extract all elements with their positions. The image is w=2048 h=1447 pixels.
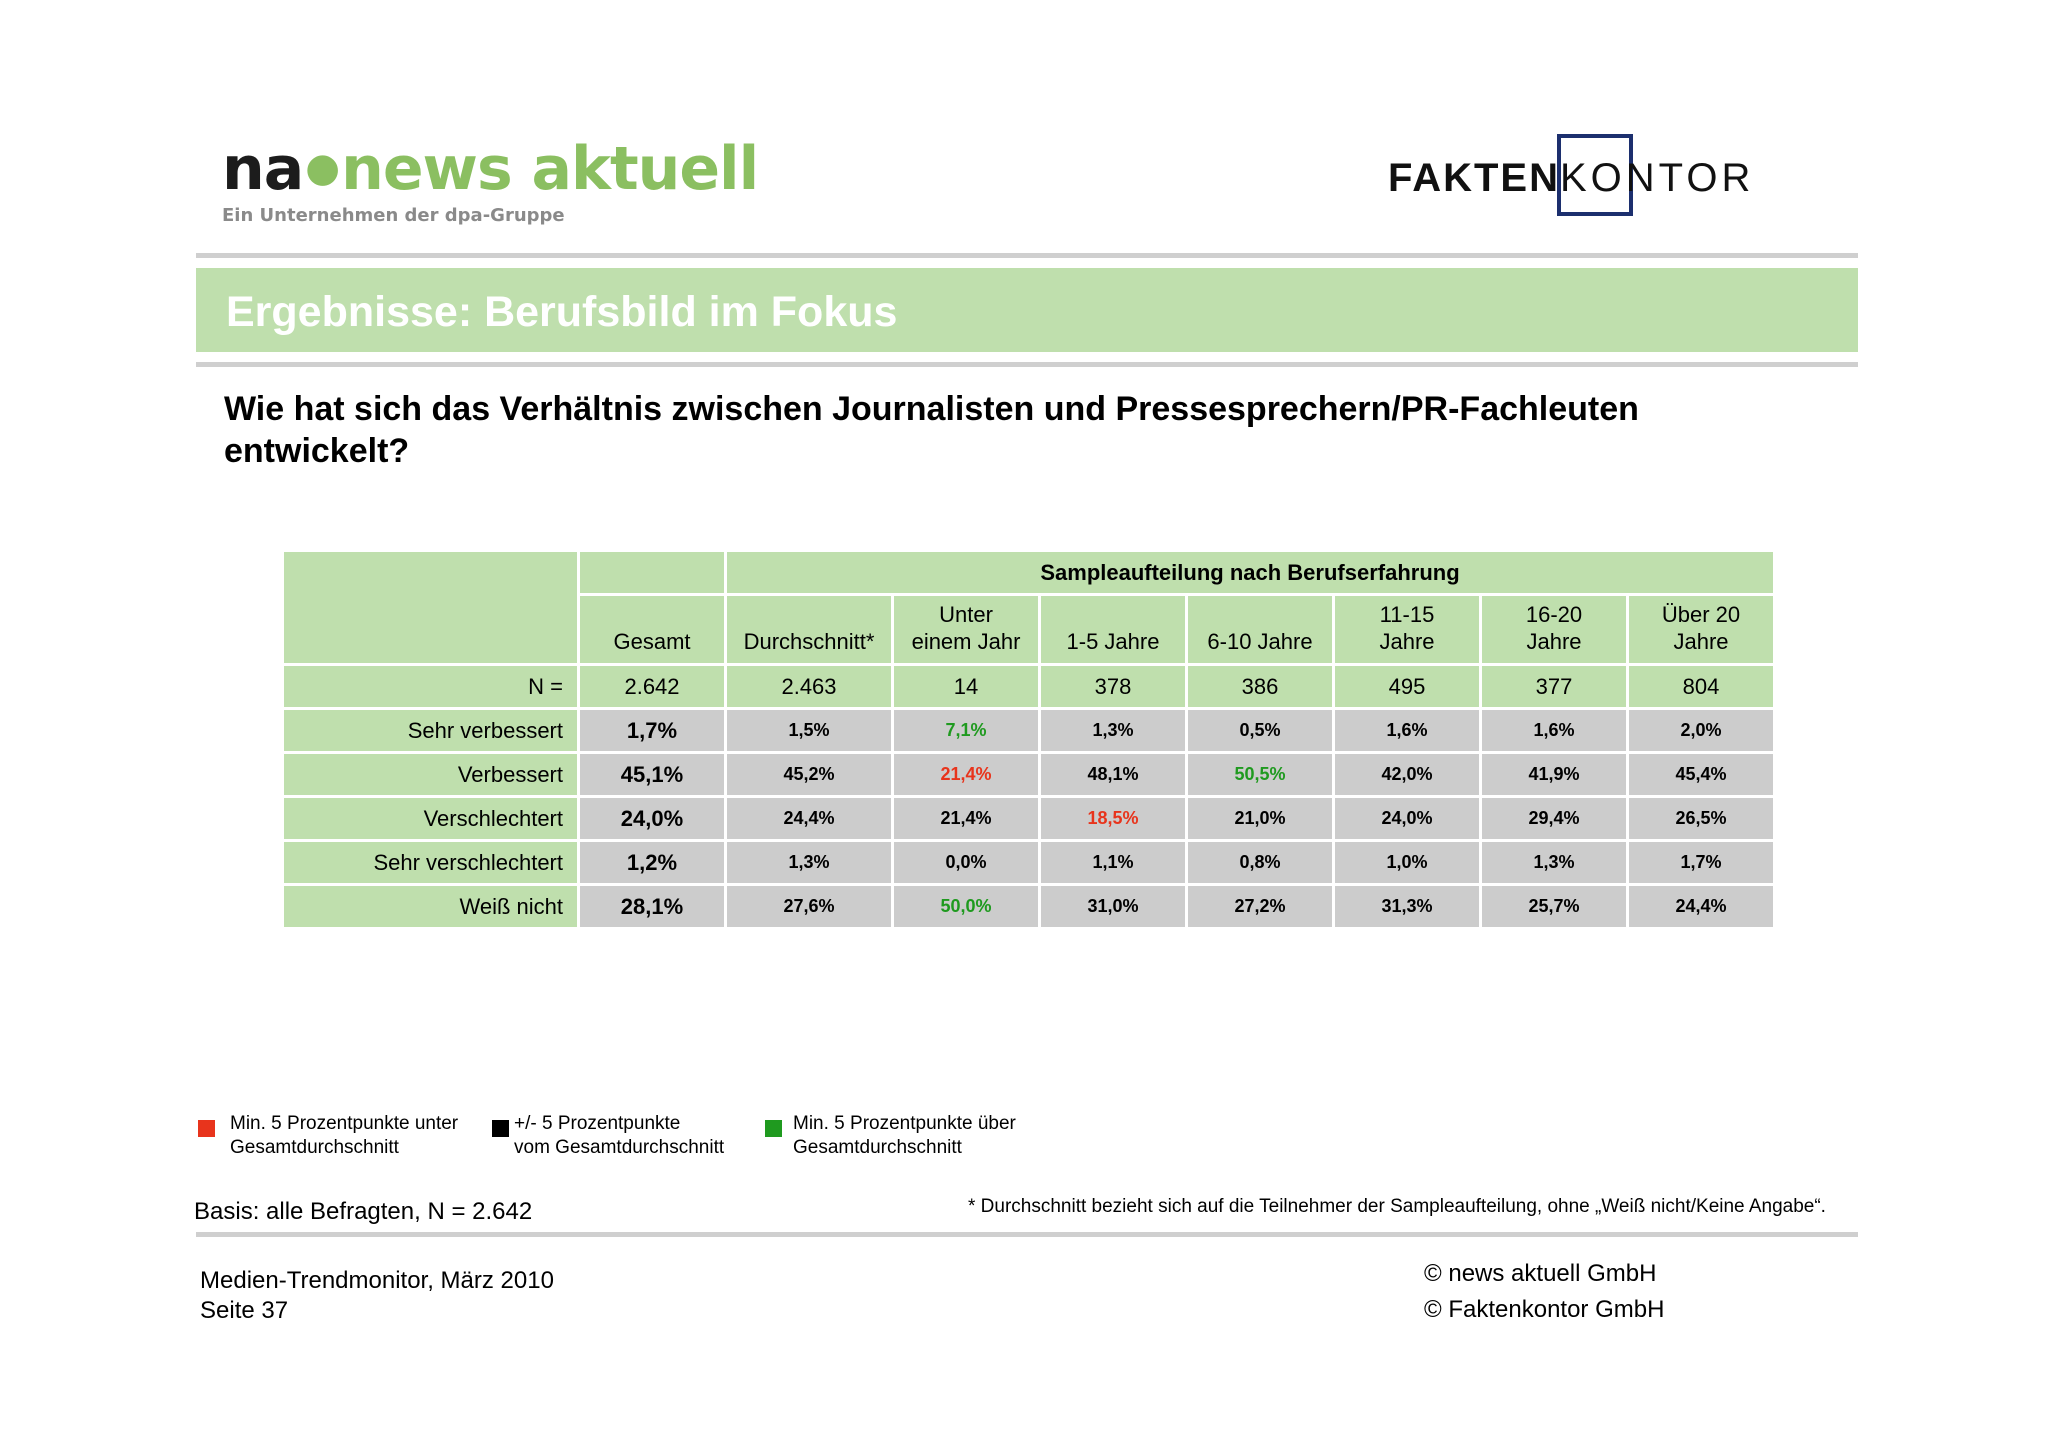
legend-text: vom Gesamtdurchschnitt — [514, 1137, 725, 1158]
column-header: 1-5 Jahre — [1041, 596, 1188, 666]
value-cell: 21,0% — [1188, 798, 1335, 842]
n-value: 2.642 — [580, 666, 727, 710]
table-row — [284, 754, 1776, 798]
value-cell: 26,5% — [1629, 798, 1776, 842]
publication-name: Medien-Trendmonitor, März 2010 — [200, 1267, 554, 1294]
question-heading: Wie hat sich das Verhältnis zwischen Journalisten und Pressesprechern/PR-Fachleuten entwickelt? — [224, 390, 1639, 470]
table-row — [284, 886, 1776, 930]
value-cell: 1,7% — [1629, 842, 1776, 886]
table-corner-cell — [284, 552, 580, 666]
value-cell: 24,0% — [1335, 798, 1482, 842]
row-label: Sehr verbessert — [284, 710, 580, 754]
n-value: 386 — [1188, 666, 1335, 710]
footer-copyright — [1424, 1256, 1664, 1328]
black-square-icon — [492, 1120, 509, 1137]
value-cell: 18,5% — [1041, 798, 1188, 842]
column-header: 16-20 Jahre — [1482, 596, 1629, 666]
table-row — [284, 666, 1776, 710]
column-header: 11-15 Jahre — [1335, 596, 1482, 666]
top-divider — [196, 253, 1858, 258]
value-cell: 42,0% — [1335, 754, 1482, 798]
na-logo-tagline: Ein Unternehmen der dpa-Gruppe — [222, 205, 565, 226]
total-value-cell: 24,0% — [580, 798, 727, 842]
value-cell: 31,3% — [1335, 886, 1482, 930]
value-cell: 1,3% — [727, 842, 894, 886]
fk-bold-text: FAKTEN — [1388, 156, 1560, 200]
legend-text: Gesamtdurchschnitt — [793, 1137, 962, 1158]
value-cell: 7,1% — [894, 710, 1041, 754]
red-square-icon — [198, 1120, 215, 1137]
total-value-cell: 45,1% — [580, 754, 727, 798]
n-value: 14 — [894, 666, 1041, 710]
n-value: 2.463 — [727, 666, 894, 710]
value-cell: 25,7% — [1482, 886, 1629, 930]
copyright-line: © news aktuell GmbH — [1424, 1260, 1657, 1287]
faktenkontor-wordmark — [1388, 156, 1754, 201]
group-header: Sampleaufteilung nach Berufserfahrung — [727, 552, 1776, 596]
footer-divider — [196, 1232, 1858, 1237]
page-title: Ergebnisse: Berufsbild im Fokus — [226, 288, 898, 336]
basis-text: Basis: alle Befragten, N = 2.642 — [194, 1198, 533, 1225]
total-value-cell: 1,2% — [580, 842, 727, 886]
row-label: Sehr verschlechtert — [284, 842, 580, 886]
copyright-line: © Faktenkontor GmbH — [1424, 1296, 1665, 1323]
legend-text: +/- 5 Prozentpunkte — [514, 1113, 681, 1134]
total-value-cell: 1,7% — [580, 710, 727, 754]
page-number: Seite 37 — [200, 1297, 289, 1324]
value-cell: 1,3% — [1482, 842, 1629, 886]
value-cell: 0,0% — [894, 842, 1041, 886]
na-logo-name: news aktuell — [341, 134, 759, 204]
column-header: Über 20 Jahre — [1629, 596, 1776, 666]
value-cell: 1,6% — [1335, 710, 1482, 754]
value-cell: 50,5% — [1188, 754, 1335, 798]
table-row — [284, 842, 1776, 886]
footnote-text: * Durchschnitt bezieht sich auf die Teilnehmer der Sampleaufteilung, ohne „Weiß nicht/Keine Angabe“. — [968, 1196, 1826, 1217]
value-cell: 0,8% — [1188, 842, 1335, 886]
n-value: 495 — [1335, 666, 1482, 710]
table-row — [284, 710, 1776, 754]
value-cell: 0,5% — [1188, 710, 1335, 754]
fk-light-text: KONTOR — [1560, 156, 1755, 200]
footer-source — [200, 1266, 554, 1326]
value-cell: 1,6% — [1482, 710, 1629, 754]
row-label: Verbessert — [284, 754, 580, 798]
value-cell: 31,0% — [1041, 886, 1188, 930]
table-spacer-cell — [580, 552, 727, 596]
news-aktuell-logo — [222, 134, 759, 238]
value-cell: 27,2% — [1188, 886, 1335, 930]
value-cell: 48,1% — [1041, 754, 1188, 798]
value-cell: 21,4% — [894, 798, 1041, 842]
value-cell: 45,4% — [1629, 754, 1776, 798]
n-value: 804 — [1629, 666, 1776, 710]
value-cell: 1,0% — [1335, 842, 1482, 886]
value-cell: 41,9% — [1482, 754, 1629, 798]
logo-dot-icon: ● — [305, 145, 340, 191]
table-row — [284, 798, 1776, 842]
title-divider — [196, 362, 1858, 367]
value-cell: 1,5% — [727, 710, 894, 754]
value-cell: 50,0% — [894, 886, 1041, 930]
row-label: Weiß nicht — [284, 886, 580, 930]
legend-text: Gesamtdurchschnitt — [230, 1137, 399, 1158]
value-cell: 45,2% — [727, 754, 894, 798]
column-header: 6-10 Jahre — [1188, 596, 1335, 666]
value-cell: 29,4% — [1482, 798, 1629, 842]
value-cell: 1,1% — [1041, 842, 1188, 886]
n-value: 377 — [1482, 666, 1629, 710]
value-cell: 24,4% — [1629, 886, 1776, 930]
results-table — [284, 552, 1776, 930]
total-value-cell: 28,1% — [580, 886, 727, 930]
faktenkontor-logo — [1388, 134, 1808, 224]
column-header: Durchschnitt* — [727, 596, 894, 666]
n-value: 378 — [1041, 666, 1188, 710]
legend-text: Min. 5 Prozentpunkte unter — [230, 1113, 459, 1134]
column-header: Gesamt — [580, 596, 727, 666]
na-logo-prefix: na — [222, 134, 304, 204]
green-square-icon — [765, 1120, 782, 1137]
row-label: N = — [284, 666, 580, 710]
legend-text: Min. 5 Prozentpunkte über — [793, 1113, 1016, 1134]
value-cell: 24,4% — [727, 798, 894, 842]
title-bar — [196, 268, 1858, 352]
value-cell: 2,0% — [1629, 710, 1776, 754]
value-cell: 21,4% — [894, 754, 1041, 798]
value-cell: 1,3% — [1041, 710, 1188, 754]
column-header: Unter einem Jahr — [894, 596, 1041, 666]
value-cell: 27,6% — [727, 886, 894, 930]
row-label: Verschlechtert — [284, 798, 580, 842]
